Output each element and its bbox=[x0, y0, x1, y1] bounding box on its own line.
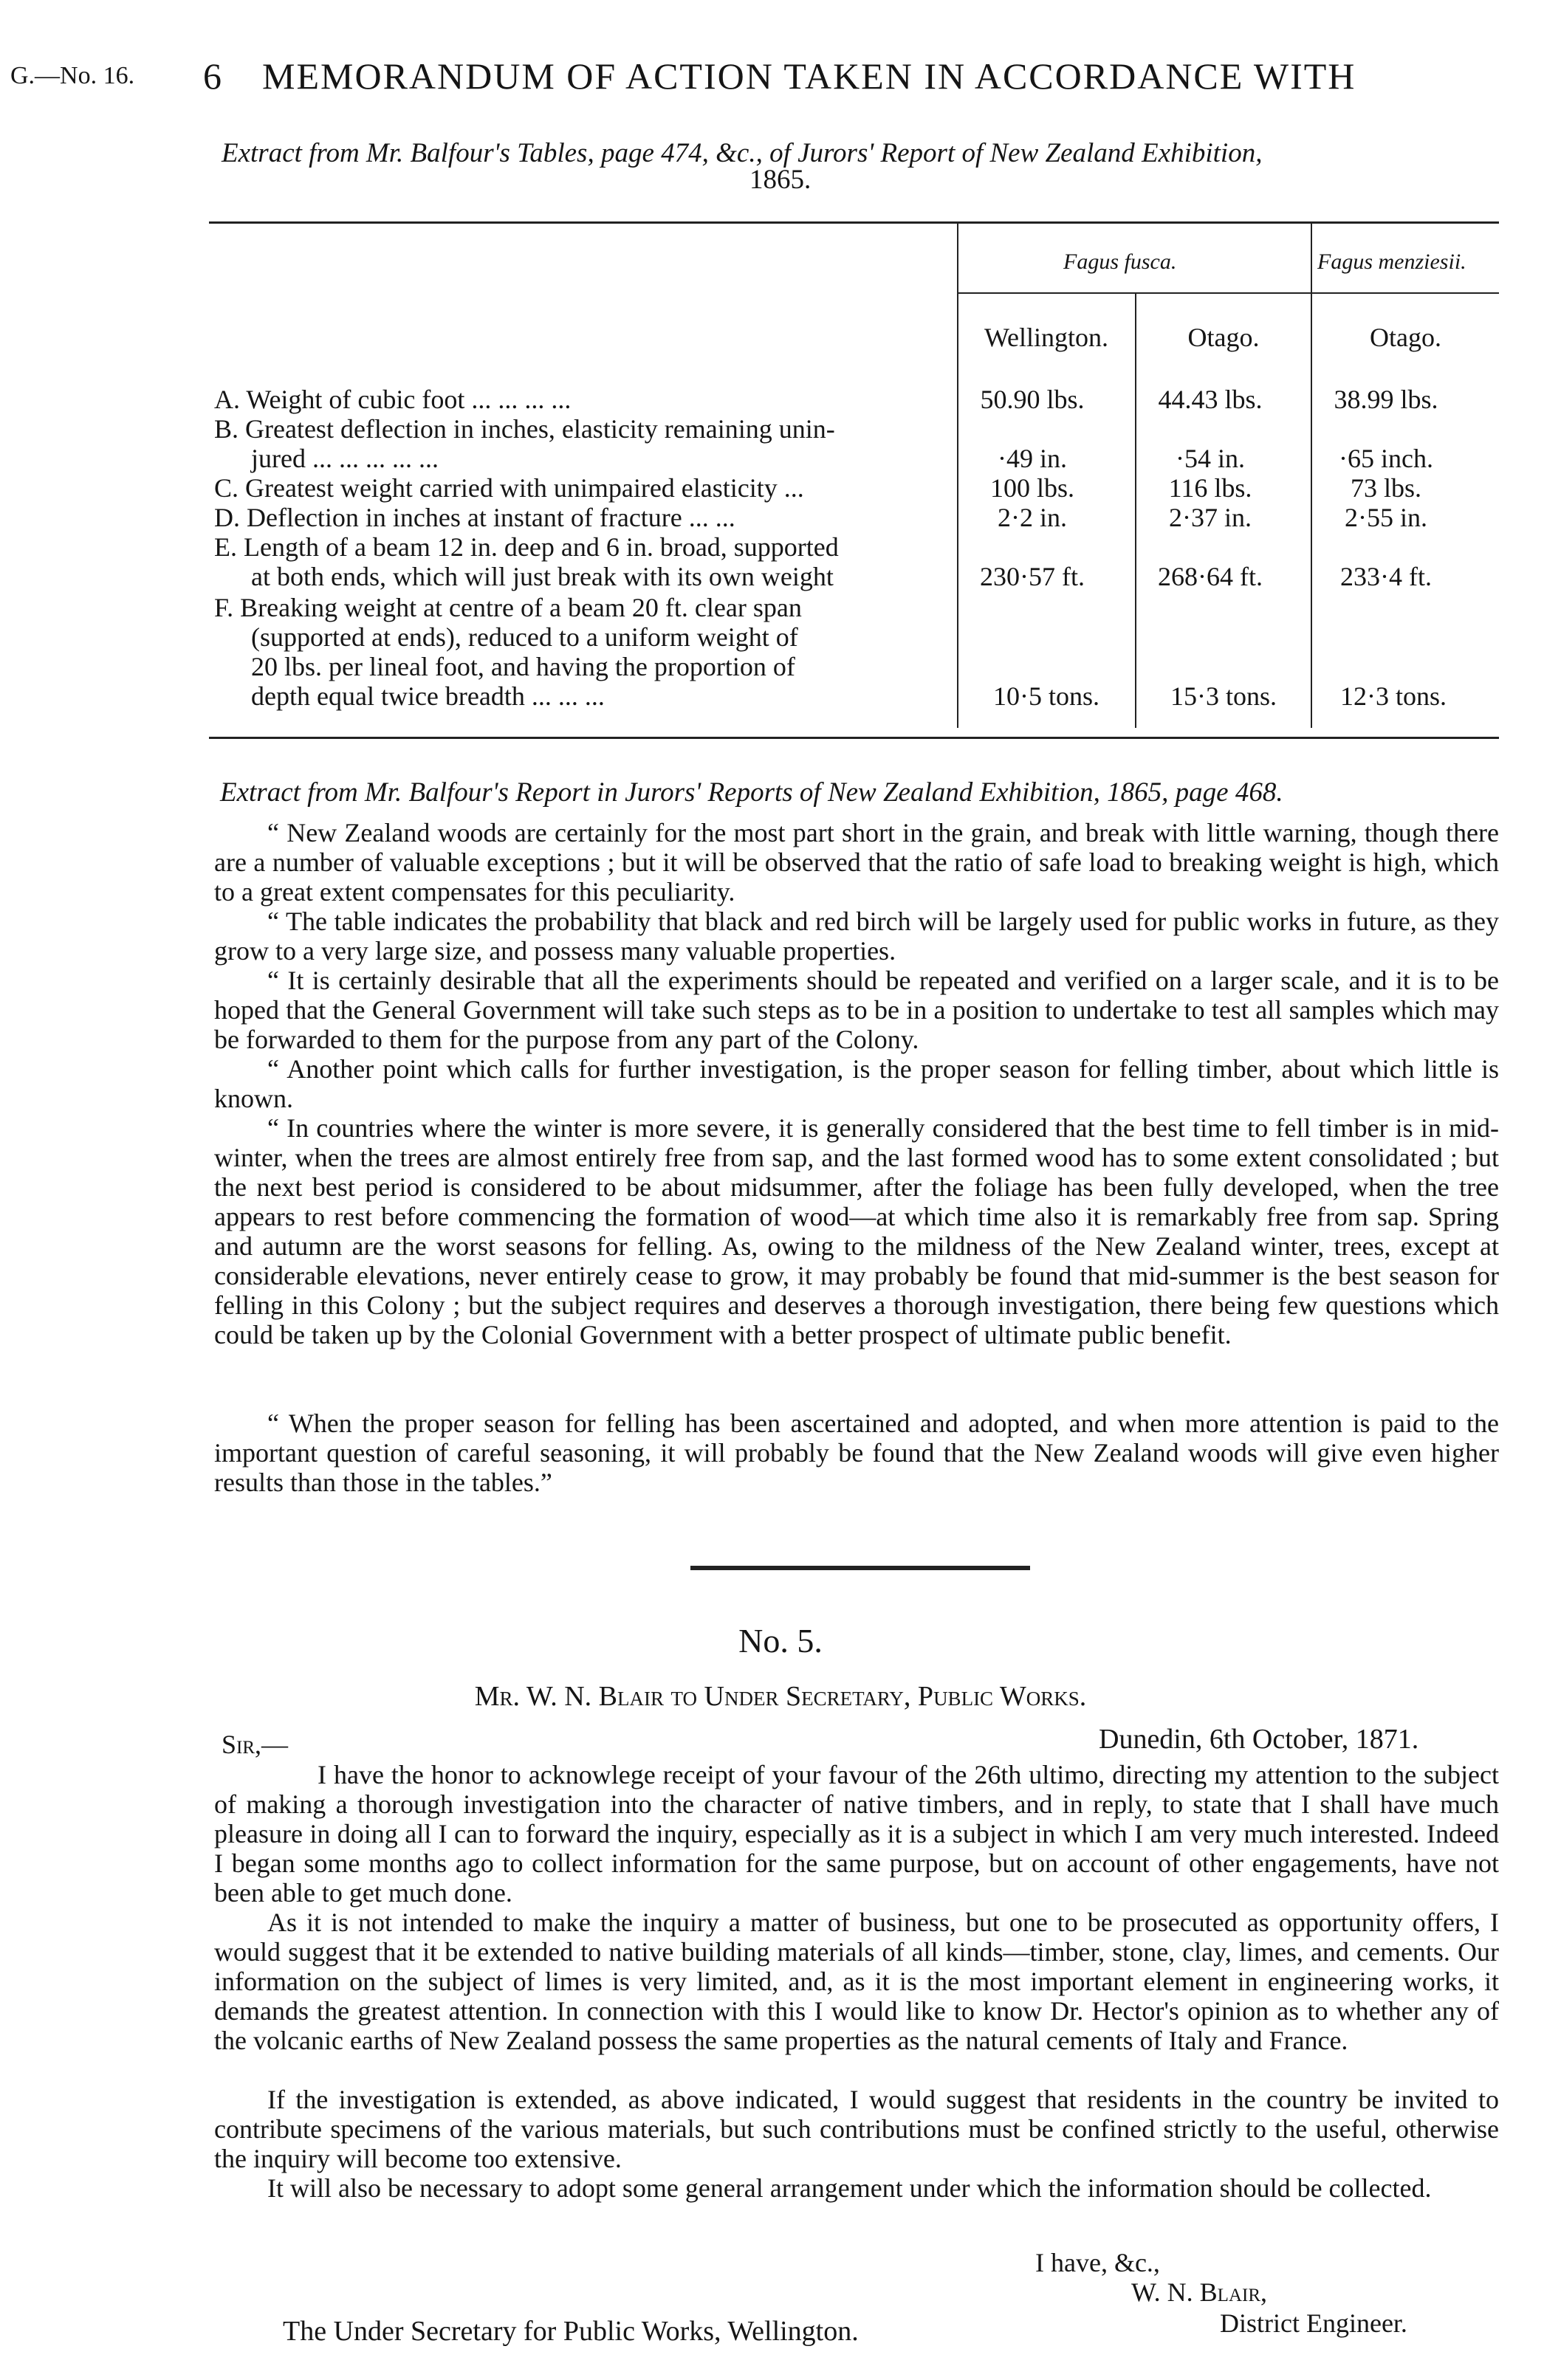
letter-number: No. 5. bbox=[738, 1622, 823, 1660]
row-a-wellington: 50.90 lbs. bbox=[980, 385, 1085, 414]
document-reference: G.—No. 16. bbox=[10, 62, 135, 89]
table-bottom-rule bbox=[209, 737, 1499, 739]
letter-paragraph-4: It will also be necessary to adopt some general arrangement under which the information should be collected. bbox=[267, 2173, 1432, 2203]
row-f-label-line3: 20 lbs. per lineal foot, and having the proportion of bbox=[251, 652, 795, 681]
row-d-otago: 2·37 in. bbox=[1169, 503, 1252, 532]
section-separator bbox=[690, 1566, 1030, 1570]
report-paragraph-3: “ It is certainly desirable that all the experiments should be repeated and verified on a larger scale, and it is to be hoped that the General Government will take such steps as to be in a position to undertake to test all samples which may be forwarded to them for the purpose from any part of the Colony. bbox=[214, 966, 1499, 1054]
letter-paragraph-1: I have the honor to acknowlege receipt of your favour of the 26th ultimo, directing my attention to the subject of making a thorough investigation into the character of native timbers, and in reply, to state that I shall have much pleasure in doing all I can to forward the inquiry, especially as it is a subject in which I am very much interested. Indeed I began some months ago to collect information for the same purpose, but on account of other engagements, have not been able to get much done. bbox=[214, 1760, 1499, 1908]
table-group-rule bbox=[958, 292, 1499, 294]
row-e-label-line1: E. Length of a beam 12 in. deep and 6 in. broad, supported bbox=[214, 532, 839, 562]
row-f-label-line1: F. Breaking weight at centre of a beam 20 ft. clear span bbox=[214, 593, 802, 622]
row-f-label-line4: depth equal twice breadth ... ... ... bbox=[251, 681, 605, 711]
row-e-wellington: 230·57 ft. bbox=[980, 562, 1085, 591]
table-caption-line2: 1865. bbox=[749, 165, 812, 195]
row-a-menziesii: 38.99 lbs. bbox=[1334, 385, 1438, 414]
row-f-wellington: 10·5 tons. bbox=[993, 681, 1099, 711]
report-paragraph-4: “ Another point which calls for further investigation, is the proper season for felling timber, about which little is known. bbox=[214, 1054, 1499, 1113]
letter-signature: W. N. Blair, bbox=[1131, 2277, 1268, 2307]
row-f-menziesii: 12·3 tons. bbox=[1340, 681, 1447, 711]
table-top-rule bbox=[209, 221, 1499, 224]
row-c-wellington: 100 lbs. bbox=[989, 473, 1074, 503]
row-a-otago: 44.43 lbs. bbox=[1158, 385, 1263, 414]
column-header-wellington: Wellington. bbox=[984, 323, 1109, 352]
table-caption-line1: Extract from Mr. Balfour's Tables, page 474, &c., of Jurors' Report of New Zealand Exhibition, bbox=[222, 138, 1263, 168]
group-header-fagus-fusca: Fagus fusca. bbox=[1063, 250, 1177, 274]
row-c-menziesii: 73 lbs. bbox=[1350, 473, 1421, 503]
row-a-label: A. Weight of cubic foot ... ... ... ... bbox=[214, 385, 572, 414]
row-c-otago: 116 lbs. bbox=[1168, 473, 1252, 503]
letter-paragraph-3: If the investigation is extended, as above indicated, I would suggest that residents in the country be invited to contribute specimens of the various materials, but such contributions must be confined strictly to the useful, otherwise the inquiry will become too extensive. bbox=[214, 2085, 1499, 2173]
row-f-otago: 15·3 tons. bbox=[1170, 681, 1277, 711]
row-e-otago: 268·64 ft. bbox=[1158, 562, 1263, 591]
row-d-menziesii: 2·55 in. bbox=[1345, 503, 1427, 532]
letter-paragraph-2: As it is not intended to make the inquiry a matter of business, but one to be prosecuted as opportunity offers, I would suggest that it be extended to native building materials of all kinds—timber, stone, clay, limes, and cements. Our information on the subject of limes is very limited, and, as it is the most important element in engineering works, it demands the greatest attention. In connection with this I would like to know Dr. Hector's opinion as to whether any of the volcanic earths of New Zealand possess the same properties as the natural cements of Italy and France. bbox=[214, 1908, 1499, 2055]
report-paragraph-6: “ When the proper season for felling has been ascertained and adopted, and when more attention is paid to the important question of careful seasoning, it will probably be found that the New Zealand woods will give even higher results than those in the tables.” bbox=[214, 1409, 1499, 1497]
letter-place-date: Dunedin, 6th October, 1871. bbox=[1099, 1724, 1419, 1755]
report-extract-heading: Extract from Mr. Balfour's Report in Jurors' Reports of New Zealand Exhibition, 1865, page 468. bbox=[220, 777, 1283, 808]
letter-salutation: Sir,— bbox=[222, 1730, 289, 1759]
row-b-wellington: ·49 in. bbox=[998, 444, 1067, 473]
row-b-label-line2: jured ... ... ... ... ... bbox=[251, 444, 439, 473]
row-e-label-line2: at both ends, which will just break with its own weight bbox=[251, 562, 834, 591]
row-b-otago: ·54 in. bbox=[1176, 444, 1245, 473]
page-number: 6 bbox=[203, 55, 223, 97]
row-c-label: C. Greatest weight carried with unimpaired elasticity ... bbox=[214, 473, 804, 503]
row-e-menziesii: 233·4 ft. bbox=[1340, 562, 1432, 591]
row-b-menziesii: ·65 inch. bbox=[1339, 444, 1433, 473]
column-header-otago-menziesii: Otago. bbox=[1370, 323, 1441, 352]
column-header-otago-fusca: Otago. bbox=[1187, 323, 1260, 352]
page-title: MEMORANDUM OF ACTION TAKEN IN ACCORDANCE WITH bbox=[262, 55, 1356, 97]
report-paragraph-2: “ The table indicates the probability that black and red birch will be largely used for public works in future, as they grow to a very large size, and possess many valuable properties. bbox=[214, 907, 1499, 966]
letter-closing: I have, &c., bbox=[1035, 2248, 1160, 2277]
group-header-fagus-menziesii: Fagus menziesii. bbox=[1317, 250, 1466, 274]
letter-addressee: The Under Secretary for Public Works, Wellington. bbox=[283, 2316, 859, 2347]
row-d-label: D. Deflection in inches at instant of fracture ... ... bbox=[214, 503, 735, 532]
letter-signature-title: District Engineer. bbox=[1220, 2308, 1407, 2338]
row-d-wellington: 2·2 in. bbox=[998, 503, 1067, 532]
row-f-label-line2: (supported at ends), reduced to a uniform weight of bbox=[251, 622, 798, 652]
report-paragraph-5: “ In countries where the winter is more severe, it is generally considered that the best time to fell timber is in mid-winter, when the trees are almost entirely free from sap, and the last formed wood has to some extent consolidated ; but the next best period is considered to be about midsummer, after the foliage has been fully developed, when the tree appears to rest before commencing the formation of wood—at which time also it is remarkably free from sap. Spring and autumn are the worst seasons for felling. As, owing to the mildness of the New Zealand winter, trees, except at considerable elevations, never entirely cease to grow, it may probably be found that mid-summer is the best season for felling in this Colony ; but the subject requires and deserves a thorough investigation, there being few questions which could be taken up by the Colonial Government with a better prospect of ultimate public benefit. bbox=[214, 1113, 1499, 1349]
report-paragraph-1: “ New Zealand woods are certainly for the most part short in the grain, and break with little warning, though there are a number of valuable exceptions ; but it will be observed that the ratio of safe load to breaking weight is high, which to a great extent compensates for this peculiarity. bbox=[214, 818, 1499, 907]
letter-subject: Mr. W. N. Blair to Under Secretary, Public Works. bbox=[474, 1681, 1087, 1712]
row-b-label-line1: B. Greatest deflection in inches, elasticity remaining unin- bbox=[214, 414, 835, 444]
